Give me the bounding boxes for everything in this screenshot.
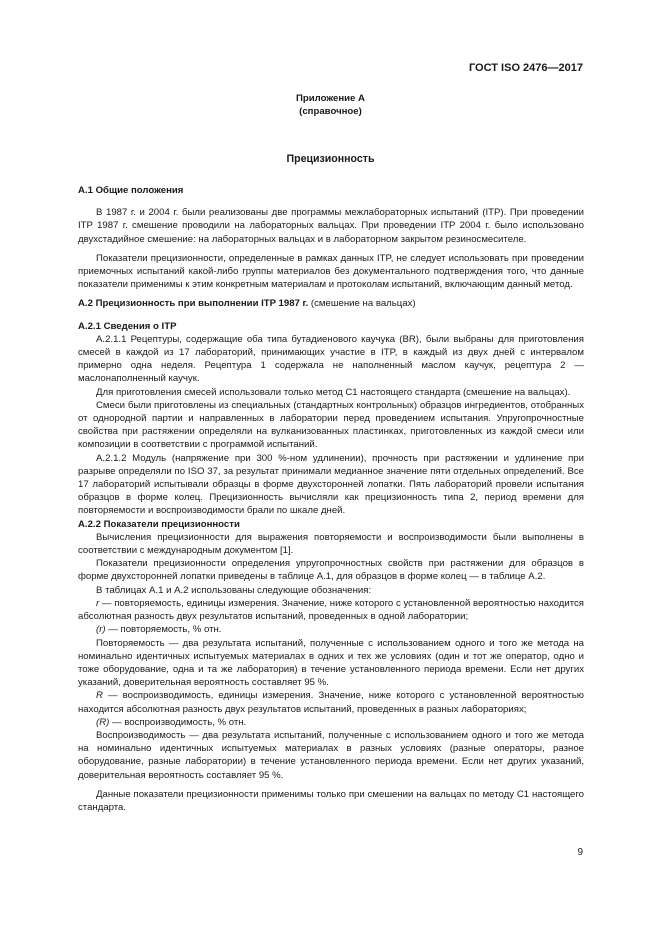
paragraph-a212: А.2.1.2 Модуль (напряжение при 300 %-ном удлинении), прочность при растяжении и удлинение при разрыве определяли по ISO 37, за результат принимали медианное значение пяти отдельных определений. Все 17 лабораторий испытывали образцы в форме двухсторонней лопатки. Пять лабораторий провели испытания образцов в форме колец. Прецизионность вычисляли как прецизионность типа 2, период времени для повторяемости и воспроизводимости брали по шкале дней. (78, 452, 584, 517)
symbol-R-rel: (R) (96, 716, 110, 728)
symbol-r: r (96, 597, 100, 609)
definition-r: r — повторяемость, единицы измерения. Значение, ниже которого с установленной вероятностью находится абсолютная разность двух результатов испытаний, проведенных в одной лаборатории; (78, 597, 584, 623)
paragraph-a211-3: Смеси были приготовлены из специальных (стандартных контрольных) образцов ингредиентов, отобранных от однородной партии и направленных в лаборатории перед проведением испытания. Упругопрочностные свойства при растяжении определяли на вулканизованных пластинках, приготовленных из каждой смеси или композиции в соответствии с программой испытаний. (78, 399, 584, 451)
paragraph-a211-2: Для приготовления смесей использовали только метод С1 настоящего стандарта (смешение на вальцах). (96, 386, 571, 398)
document-body (78, 184, 584, 814)
annex-title: Приложение А (296, 93, 365, 104)
paragraph-a22-2: Показатели прецизионности определения упругопрочностных свойств при растяжении для образцов в форме двухсторонней лопатки приведены в таблице А.1, для образцов в форме колец — в таблице А.2. (78, 558, 584, 583)
page-number: 9 (577, 847, 583, 858)
paragraph-final: Данные показатели прецизионности применимы только при смешении на вальцах по методу С1 настоящего стандарта. (78, 788, 584, 813)
definition-R: R — воспроизводимость, единицы измерения. Значение, ниже которого с установленной вероятностью находится абсолютная разность двух результатов испытаний, проведенных в разных лабораториях; (78, 690, 584, 715)
document-code: ГОСТ ISO 2476—2017 (468, 62, 583, 74)
heading-a2 (78, 297, 584, 310)
definition-R-rel: (R) — воспроизводимость, % отн. (96, 716, 247, 728)
symbol-R: R (96, 690, 103, 702)
heading-a2-main: А.2 Прецизионность при выполнении ITP 1987 г. (78, 298, 309, 310)
definition-reproducibility: Воспроизводимость — два результата испытаний, полученные с использованием одного и того же метода на номинально идентичных испытуемых материалах в разных условиях (разные операторы, разное оборудование, разные лаборатории) в течение установленного периода времени. Если нет других указаний, доверительная вероятность составляет 95 %. (78, 729, 584, 781)
annex-heading (0, 92, 661, 118)
paragraph-a22-1: Вычисления прецизионности для выражения повторяемости и воспроизводимости были выполнены в соответствии с международным документом [1]. (78, 531, 584, 557)
symbol-r-rel: (r) (96, 624, 106, 636)
definition-r-rel: (r) — повторяемость, % отн. (96, 624, 222, 636)
heading-a2-tail: (смешение на вальцах) (308, 298, 416, 310)
heading-a22: А.2.2 Показатели прецизионности (78, 518, 240, 530)
paragraph-a22-3: В таблицах А.1 и А.2 использованы следующие обозначения: (96, 584, 372, 596)
section-title: Прецизионность (286, 153, 375, 165)
annex-subtitle: (справочное) (299, 106, 362, 117)
heading-a21: А.2.1 Сведения о ITP (78, 320, 177, 332)
definition-repeatability: Повторяемость — два результата испытаний, полученные с использованием одного и того же метода на номинально идентичных испытуемых материалах в одних и тех же условиях (один и тот же оператор, одно и тоже оборудование, одна и та же лаборатория) в течение установленного периода времени. Если нет других указаний, доверительная вероятность составляет 95 %. (78, 637, 584, 689)
heading-a1: А.1 Общие положения (78, 185, 184, 196)
paragraph-a211: А.2.1.1 Рецептуры, содержащие оба типа бутадиенового каучука (BR), были выбраны для приготовления смесей в каждой из 17 лабораторий, принимающих участие в ITP, в каждый из двух дней с интервалом примерно одна неделя. Рецептура 1 содержала не наполненный маслом каучук, рецептура 2 — маслонаполненный каучук. (78, 333, 584, 385)
paragraph-a1-2: Показатели прецизионности, определенные в рамках данных ITP, не следует использовать при проведении приемочных испытаний какой-либо группы материалов без документального подтверждения того, что данные показатели применимы к этим конкретным материалам и протоколам испытаний, включающим данный метод. (78, 252, 584, 291)
paragraph-a1-1: В 1987 г. и 2004 г. были реализованы две программы межлабораторных испытаний (ITP). При проведении ITP 1987 г. смешение проводили на лабораторных вальцах. При проведении ITP 2004 г. было использовано двухстадийное смешение: на лабораторных вальцах и в лабораторном закрытом резиносмесителе. (78, 207, 584, 245)
